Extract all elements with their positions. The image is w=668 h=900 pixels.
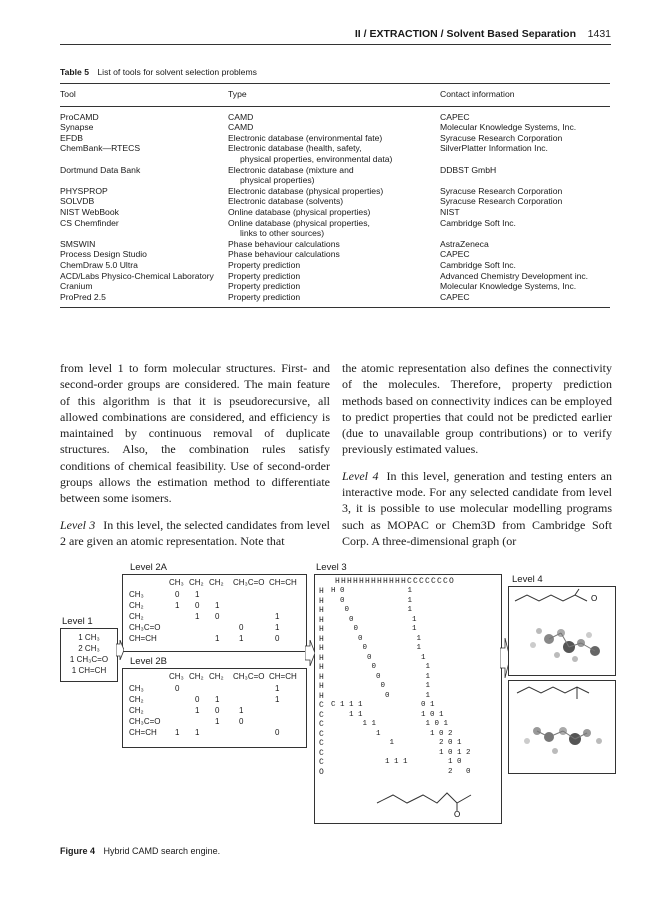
matrix-row-label: CH=CH: [129, 728, 157, 737]
matrix-cell: 0: [195, 601, 200, 610]
level3-row: 0 1: [331, 672, 431, 681]
level3-header: HHHHHHHHHHHHCCCCCCCO: [335, 577, 456, 586]
matrix-cell: 1: [215, 601, 220, 610]
level3-row: 0 1: [331, 644, 422, 652]
type-cell: [228, 239, 440, 250]
text-column-left: [60, 360, 330, 559]
table-row: [60, 186, 610, 197]
matrix-col-header: CH₂: [189, 672, 204, 681]
matrix-cell: 0: [175, 590, 180, 599]
type-cell: [228, 122, 440, 133]
level3-row-label: C: [319, 701, 324, 710]
matrix-col-header: CH₃C=O: [233, 578, 265, 587]
type-line: Property prediction: [228, 281, 301, 292]
table-row: [60, 165, 610, 186]
level3-row-label: H: [319, 644, 324, 653]
level3-structure: [375, 773, 485, 817]
matrix-col-header: CH₂: [209, 578, 224, 587]
level3-row-label: C: [319, 710, 324, 720]
oxygen-label: O: [591, 594, 598, 603]
matrix-row-label: CH₃: [129, 590, 144, 599]
type-cell: [228, 281, 440, 292]
type-line: Electronic database (physical properties): [228, 185, 384, 196]
figure-number: Figure 4: [60, 846, 96, 856]
level3-row: C 1 1 1 0 1: [331, 701, 435, 709]
level3-row: H 0 1: [331, 587, 413, 595]
tool-cell: NIST WebBook: [60, 206, 119, 217]
type-line: Property prediction: [228, 259, 301, 270]
level3-row: 1 1 1 1 0: [331, 758, 462, 766]
matrix-col-header: CH₃C=O: [233, 672, 265, 681]
level3-row-label: C: [319, 758, 324, 767]
level3-row: 0 1: [331, 691, 431, 700]
table-row: [60, 122, 610, 133]
table-number: Table 5: [60, 67, 89, 77]
arrow-icon: [116, 640, 124, 660]
type-line: Online database (physical properties,: [228, 217, 370, 228]
level3-row: 1 1 1 0 1: [331, 710, 444, 719]
running-header: [0, 24, 668, 46]
contact-cell: AstraZeneca: [440, 238, 489, 249]
level3-row: 0 1: [331, 682, 431, 690]
level1-item: 1 CH=CH: [71, 666, 107, 675]
paragraph-text: In this level, generation and testing enters an interactive mode. For any selected candidate from level 3, it is possible to use molecular modelling programs such as MOPAC or Chem3D from Cambridge Soft Corp. A three-dimensional graph (or: [342, 468, 612, 548]
table-caption: [60, 67, 610, 77]
matrix-cell: 0: [175, 684, 180, 693]
type-line: Electronic database (mixture and: [228, 164, 354, 175]
matrix-cell: 1: [239, 634, 244, 643]
tool-cell: ChemBank—RTECS: [60, 143, 141, 154]
tool-cell: Dortmund Data Bank: [60, 164, 141, 175]
type-cell: [228, 292, 440, 303]
paragraph-text: In this level, the selected candidates from level 2 are given an atomic representation. Note that: [60, 517, 330, 548]
level2b-label: Level 2B: [130, 656, 167, 667]
matrix-cell: 0: [195, 695, 200, 704]
level3-row: 0 1: [331, 663, 431, 671]
contact-cell: Cambridge Soft Inc.: [440, 217, 516, 228]
matrix-row-label: CH₃: [129, 684, 144, 693]
paragraph: [60, 517, 330, 550]
matrix-cell: 0: [275, 634, 280, 643]
level1-item: 1 CH₃C=O: [69, 655, 109, 664]
table-row: [60, 133, 610, 144]
paragraph: from level 1 to form molecular structures. First- and second-order groups are considered. The main feature of this algorithm is that it is pseudorecursive, all allowed combinations are considered, and efficiency is maintained by continuous removal of duplicate structures. Also, the combination rules satisfy conditions of chemical feasibility. Use of second-order groups allows the estimation method to differentiate between some isomers.: [60, 361, 330, 506]
tool-cell: SOLVDB: [60, 196, 95, 207]
level1-item: 2 CH₃: [78, 644, 100, 653]
table-row: [60, 207, 610, 218]
oxygen-label: O: [454, 810, 461, 817]
table-bottom-rule: [60, 307, 610, 308]
tool-cell: CS Chemfinder: [60, 217, 119, 228]
type-line: Property prediction: [228, 291, 301, 302]
level2b-matrix: [122, 668, 307, 748]
matrix-cell: 1: [215, 634, 220, 643]
level2a-matrix: [122, 574, 307, 652]
matrix-col-header: CH₃: [169, 578, 184, 587]
contact-cell: Syracuse Research Corporation: [440, 196, 563, 207]
figure-caption-text: Hybrid CAMD search engine.: [103, 846, 221, 856]
level4-panel: [508, 586, 616, 676]
matrix-cell: 1: [215, 695, 220, 704]
level3-row-label: H: [319, 663, 324, 672]
type-line: Online database (physical properties): [228, 206, 371, 217]
level3-row-label: H: [319, 653, 324, 663]
tool-cell: ChemDraw 5.0 Ultra: [60, 259, 138, 270]
matrix-cell: 1: [175, 728, 180, 737]
contact-cell: Molecular Knowledge Systems, Inc.: [440, 122, 577, 133]
level3-row: 0 1: [331, 634, 422, 643]
table-row: [60, 196, 610, 207]
level3-row: 1 1 1 0 1: [331, 720, 449, 728]
type-cell: [228, 143, 440, 164]
level3-rows: [331, 587, 471, 777]
level3-row-label: H: [319, 691, 324, 701]
contact-cell: Cambridge Soft Inc.: [440, 259, 516, 270]
level3-row-label: H: [319, 596, 324, 606]
type-cell: [228, 196, 440, 207]
level3-row: 0 1: [331, 653, 426, 662]
tool-cell: PHYSPROP: [60, 185, 108, 196]
table-row: [60, 271, 610, 282]
type-line: physical properties): [240, 175, 315, 186]
table-row: [60, 249, 610, 260]
matrix-row-label: CH₂: [129, 706, 144, 715]
tool-cell: ProPred 2.5: [60, 291, 106, 302]
level3-row-label: H: [319, 615, 324, 625]
tool-cell: Cranium: [60, 281, 93, 292]
contact-cell: NIST: [440, 206, 460, 217]
type-line: Phase behaviour calculations: [228, 249, 340, 260]
matrix-row-label: CH₃C=O: [129, 717, 161, 726]
level3-matrix: [314, 574, 502, 824]
matrix-cell: 1: [275, 623, 280, 632]
tool-cell: EFDB: [60, 132, 83, 143]
matrix-cell: 1: [275, 695, 280, 704]
matrix-cell: 1: [195, 612, 200, 621]
tool-cell: Synapse: [60, 122, 94, 133]
type-cell: [228, 218, 440, 239]
type-cell: [228, 271, 440, 282]
column-header: Type: [228, 89, 247, 99]
paragraph-heading: Level 3: [60, 517, 96, 532]
table-row: [60, 281, 610, 292]
contact-cell: CAPEC: [440, 291, 470, 302]
tool-cell: SMSWIN: [60, 238, 96, 249]
level3-row-label: H: [319, 634, 324, 644]
level3-row-label: H: [319, 587, 324, 596]
matrix-cell: 1: [215, 717, 220, 726]
matrix-row-label: CH₂: [129, 695, 144, 704]
matrix-col-header: CH=CH: [269, 578, 297, 587]
level3-row: 2 0: [331, 767, 471, 776]
matrix-col-header: CH=CH: [269, 672, 297, 681]
matrix-col-header: CH₃: [169, 672, 184, 681]
contact-cell: Molecular Knowledge Systems, Inc.: [440, 281, 577, 292]
matrix-row-label: CH₂: [129, 612, 144, 621]
tool-cell: Process Design Studio: [60, 249, 147, 260]
contact-cell: Syracuse Research Corporation: [440, 132, 563, 143]
page-number: 1431: [587, 28, 611, 40]
type-cell: [228, 260, 440, 271]
molecule-3d-render: [509, 587, 615, 675]
level1-box: [60, 628, 118, 682]
level3-row-label: H: [319, 625, 324, 634]
matrix-cell: 1: [239, 706, 244, 715]
type-line: CAMD: [228, 122, 254, 133]
figure-caption: [60, 846, 220, 856]
table-5: [60, 67, 610, 308]
level3-row: 0 1: [331, 596, 413, 605]
arrow-icon: [305, 640, 315, 666]
text-column-right: [342, 360, 612, 559]
matrix-row-label: CH=CH: [129, 634, 157, 643]
matrix-cell: 0: [239, 623, 244, 632]
contact-cell: CAPEC: [440, 111, 470, 122]
type-cell: [228, 112, 440, 123]
table-body: [60, 107, 610, 308]
paragraph-heading: Level 4: [342, 468, 379, 483]
level3-row-label: H: [319, 682, 324, 691]
table-row: [60, 112, 610, 123]
matrix-cell: 0: [215, 612, 220, 621]
level3-row: 1 1 0 2: [331, 729, 453, 738]
type-cell: [228, 207, 440, 218]
type-cell: [228, 186, 440, 197]
level3-row-label: H: [319, 672, 324, 682]
type-line: physical properties, environmental data): [240, 153, 393, 164]
table-row: [60, 218, 610, 239]
level3-row-labels: [319, 587, 324, 777]
matrix-col-header: CH₂: [209, 672, 224, 681]
contact-cell: CAPEC: [440, 249, 470, 260]
type-line: Electronic database (environmental fate): [228, 132, 383, 143]
table-row: [60, 143, 610, 164]
paragraph: [342, 468, 612, 549]
contact-cell: Advanced Chemistry Development inc.: [440, 270, 589, 281]
type-line: Electronic database (health, safety,: [228, 143, 362, 154]
level3-label: Level 3: [316, 562, 347, 573]
type-cell: [228, 133, 440, 144]
type-cell: [228, 249, 440, 260]
level2a-label: Level 2A: [130, 562, 167, 573]
level3-row-label: C: [319, 729, 324, 739]
header-rule: [60, 44, 611, 45]
type-line: Phase behaviour calculations: [228, 238, 340, 249]
tool-cell: ACD/Labs Physico-Chemical Laboratory: [60, 270, 214, 281]
matrix-cell: 0: [215, 706, 220, 715]
column-header: Tool: [60, 89, 76, 99]
level3-row: 0 1: [331, 606, 413, 614]
level3-row-label: C: [319, 720, 324, 729]
table-row: [60, 260, 610, 271]
column-header: Contact information: [440, 89, 515, 99]
molecule-3d-render: [509, 681, 615, 773]
level3-row: 0 1: [331, 615, 417, 624]
matrix-row-label: CH₂: [129, 601, 144, 610]
level1-item: 1 CH₃: [78, 633, 100, 642]
contact-cell: SilverPlatter Information Inc.: [440, 143, 548, 154]
paragraph: the atomic representation also defines the connectivity of the molecules. Therefore, property prediction methods based on connectivity indices can be employed to predict properties that could not be predicted earlier (due to unavailable group contributions) or to verify previously estimated values.: [342, 361, 612, 457]
level3-row: 1 0 1 2: [331, 748, 471, 757]
level3-row: 0 1: [331, 625, 417, 633]
type-line: Electronic database (solvents): [228, 196, 344, 207]
matrix-cell: 0: [275, 728, 280, 737]
level1-label: Level 1: [62, 616, 93, 627]
matrix-cell: 0: [239, 717, 244, 726]
matrix-cell: 1: [195, 590, 200, 599]
matrix-cell: 1: [175, 601, 180, 610]
level3-row: 1 2 0 1: [331, 739, 462, 747]
matrix-cell: 1: [275, 612, 280, 621]
level3-row-label: O: [319, 767, 324, 777]
level3-row-label: C: [319, 739, 324, 748]
type-line: links to other sources): [240, 228, 325, 239]
contact-cell: DDBST GmbH: [440, 164, 497, 175]
table-caption-text: List of tools for solvent selection problems: [97, 67, 257, 77]
tool-cell: ProCAMD: [60, 111, 99, 122]
type-line: CAMD: [228, 111, 254, 122]
running-title: II / EXTRACTION / Solvent Based Separation: [354, 28, 576, 40]
level3-row-label: H: [319, 606, 324, 615]
level3-row-label: C: [319, 748, 324, 758]
matrix-cell: 1: [275, 684, 280, 693]
level4-label: Level 4: [512, 574, 543, 585]
matrix-cell: 1: [195, 706, 200, 715]
table-header-row: [60, 84, 610, 106]
table-row: [60, 239, 610, 250]
type-cell: [228, 165, 440, 186]
table-row: [60, 292, 610, 303]
matrix-col-header: CH₂: [189, 578, 204, 587]
matrix-row-label: CH₃C=O: [129, 623, 161, 632]
matrix-cell: 1: [195, 728, 200, 737]
type-line: Property prediction: [228, 270, 301, 281]
figure-4-diagram: [60, 560, 620, 830]
contact-cell: Syracuse Research Corporation: [440, 185, 563, 196]
level4-panel: [508, 680, 616, 774]
